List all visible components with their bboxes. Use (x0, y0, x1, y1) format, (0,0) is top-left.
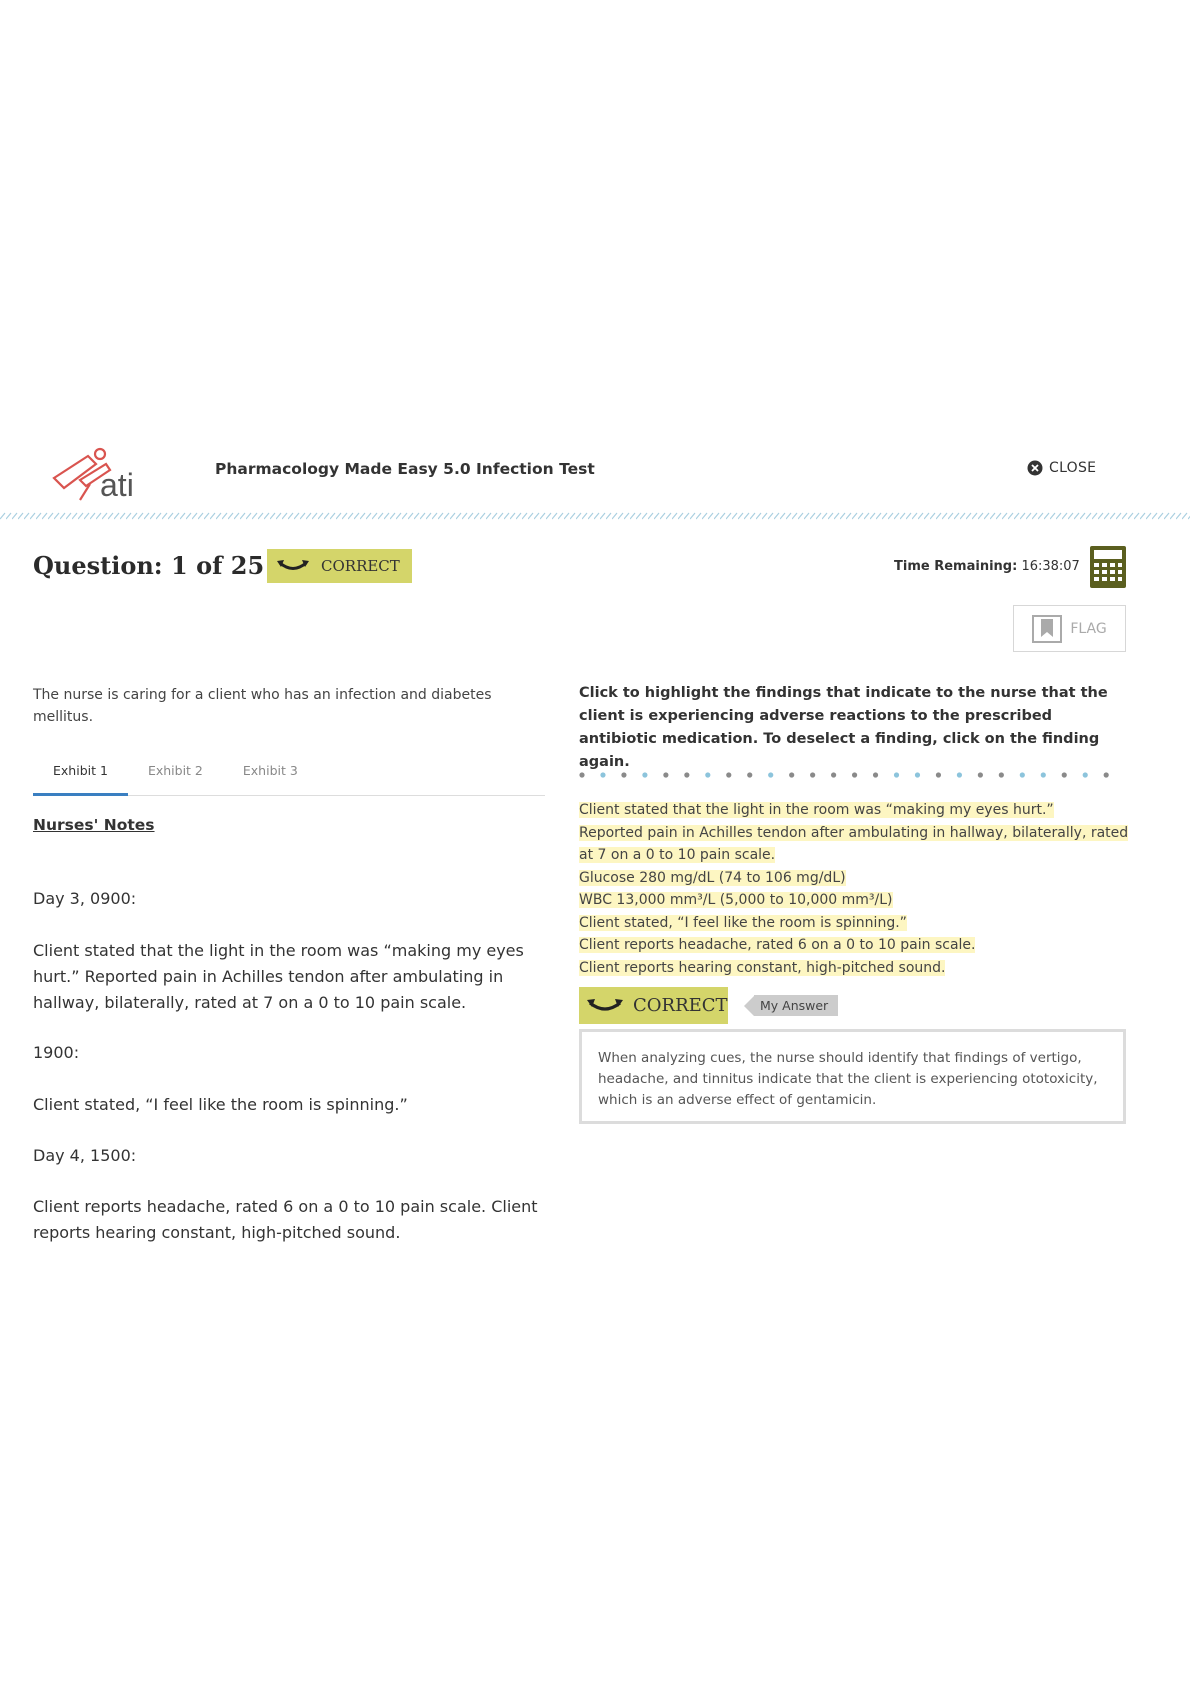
left-arrow-icon (744, 996, 754, 1016)
separator-dot (1041, 772, 1046, 777)
flag-label: FLAG (1070, 620, 1107, 637)
separator-dot (1020, 772, 1025, 777)
separator-dot (789, 772, 794, 777)
close-circle-icon (1027, 460, 1043, 476)
my-answer-tag (744, 995, 838, 1016)
result-correct-badge (579, 987, 728, 1024)
tab-exhibit-1[interactable]: Exhibit 1 (33, 756, 128, 796)
separator-dot (1062, 772, 1067, 777)
app-title: Pharmacology Made Easy 5.0 Infection Test (215, 460, 595, 478)
nurses-notes-heading: Nurses' Notes (33, 816, 155, 834)
flag-button[interactable] (1013, 605, 1126, 652)
finding-item[interactable]: Glucose 280 mg/dL (74 to 106 mg/dL) (579, 869, 846, 886)
separator-dot (1083, 772, 1088, 777)
exhibit-tabs (33, 756, 545, 796)
dot-separator (579, 770, 1131, 780)
separator-dot (705, 772, 710, 777)
separator-dot (1104, 772, 1109, 777)
separator-dot (810, 772, 815, 777)
finding-item[interactable]: WBC 13,000 mm³/L (5,000 to 10,000 mm³/L) (579, 892, 893, 908)
finding-item[interactable]: Reported pain in Achilles tendon after ambulating in hallway, bilaterally, rated at 7 on a 0 to 10 pain scale. (579, 824, 1129, 863)
note-entry-day4-text: Client reports headache, rated 6 on a 0 to 10 pain scale. Client reports hearing constant, high-pitched sound. (33, 1197, 538, 1242)
tab-exhibit-3[interactable]: Exhibit 3 (242, 763, 298, 778)
note-entry-day3-text: Client stated that the light in the room was “making my eyes hurt.” Reported pain in Achilles tendon after ambulating in hallway, bilaterally, rated at 7 on a 0 to 10 pain scale. (33, 941, 524, 1012)
separator-dot (684, 772, 689, 777)
finding-item[interactable]: Client stated that the light in the room was “making my eyes hurt.” (579, 802, 1054, 818)
correct-status-badge (267, 549, 412, 583)
separator-dot (852, 772, 857, 777)
finding-item[interactable]: Client reports hearing constant, high-pitched sound. (579, 959, 946, 976)
finding-item[interactable]: Client stated, “I feel like the room is spinning.” (579, 914, 907, 931)
time-remaining-label: Time Remaining: (894, 559, 1018, 574)
curved-arrow-icon (277, 558, 309, 574)
finding-item[interactable]: Client reports headache, rated 6 on a 0 to 10 pain scale. (579, 937, 976, 953)
calculator-icon[interactable] (1090, 546, 1126, 588)
separator-dot (999, 772, 1004, 777)
ati-logo-icon (50, 444, 160, 504)
rationale-box (579, 1029, 1126, 1124)
separator-dot (600, 772, 605, 777)
separator-dot (642, 772, 647, 777)
separator-dot (747, 772, 752, 777)
close-label: CLOSE (1049, 460, 1097, 476)
my-answer-label: My Answer (754, 995, 838, 1016)
separator-dot (915, 772, 920, 777)
separator-dot (726, 772, 731, 777)
separator-dot (621, 772, 626, 777)
separator-dot (579, 772, 584, 777)
separator-dot (936, 772, 941, 777)
curved-arrow-icon (587, 997, 623, 1015)
correct-status-label: CORRECT (321, 557, 400, 575)
result-correct-label: CORRECT (633, 995, 728, 1016)
header-divider (0, 512, 1190, 520)
note-entry-1900-time: 1900: (33, 1043, 80, 1062)
close-button[interactable] (1027, 460, 1096, 476)
separator-dot (768, 772, 773, 777)
note-entry-day3-time: Day 3, 0900: (33, 889, 137, 908)
separator-dot (894, 772, 899, 777)
logo-text: ati (100, 467, 134, 503)
question-instructions: Click to highlight the findings that indicate to the nurse that the client is experiencing adverse reactions to the prescribed antibiotic medication. To deselect a finding, click on the finding again. (579, 685, 1108, 770)
separator-dot (873, 772, 878, 777)
note-entry-day4-time: Day 4, 1500: (33, 1146, 137, 1165)
rationale-text: When analyzing cues, the nurse should identify that findings of vertigo, headache, and tinnitus indicate that the client is experiencing ototoxicity, which is an adverse effect of gentamicin. (598, 1050, 1098, 1108)
time-remaining (894, 559, 1080, 574)
tab-exhibit-2[interactable]: Exhibit 2 (147, 763, 203, 778)
bookmark-flag-icon (1032, 615, 1062, 643)
findings-list (579, 799, 1131, 979)
separator-dot (957, 772, 962, 777)
separator-dot (978, 772, 983, 777)
time-remaining-value: 16:38:07 (1021, 559, 1080, 574)
note-entry-1900-text: Client stated, “I feel like the room is spinning.” (33, 1095, 408, 1114)
separator-dot (831, 772, 836, 777)
question-counter: Question: 1 of 25 (33, 551, 265, 580)
separator-dot (663, 772, 668, 777)
question-prompt: The nurse is caring for a client who has an infection and diabetes mellitus. (33, 687, 492, 725)
